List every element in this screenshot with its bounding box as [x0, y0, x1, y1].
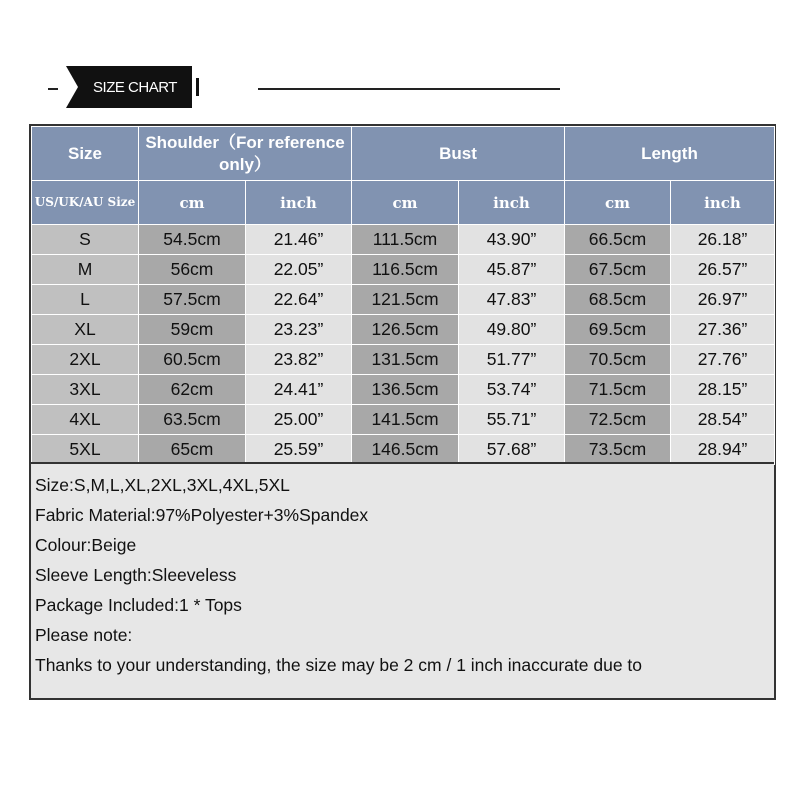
size-cell: 2XL: [32, 345, 139, 375]
shoulder-inch-cell: 22.64”: [246, 285, 352, 315]
banner-dash: [48, 88, 58, 90]
length-cm-cell: 71.5cm: [565, 375, 671, 405]
note-package: Package Included:1 * Tops: [35, 595, 242, 615]
note-sizes: Size:S,M,L,XL,2XL,3XL,4XL,5XL: [35, 475, 290, 495]
shoulder-inch-cell: 23.82”: [246, 345, 352, 375]
shoulder-cm-cell: 59cm: [139, 315, 246, 345]
size-cell: L: [32, 285, 139, 315]
size-cell: 3XL: [32, 375, 139, 405]
length-cm-cell: 69.5cm: [565, 315, 671, 345]
note-please-note: Please note:: [35, 625, 133, 645]
length-cm-cell: 73.5cm: [565, 435, 671, 465]
shoulder-inch-cell: 25.00”: [246, 405, 352, 435]
header-size: Size: [32, 127, 139, 181]
size-chart-frame: [29, 124, 776, 700]
unit-length-inch: inch: [671, 181, 775, 225]
bust-cm-cell: 116.5cm: [352, 255, 459, 285]
note-fabric: Fabric Material:97%Polyester+3%Spandex: [35, 505, 369, 525]
unit-length-cm: cm: [565, 181, 671, 225]
unit-bust-cm: cm: [352, 181, 459, 225]
unit-shoulder-cm: cm: [139, 181, 246, 225]
length-inch-cell: 28.54”: [671, 405, 775, 435]
bust-cm-cell: 141.5cm: [352, 405, 459, 435]
size-rows: [32, 225, 775, 465]
size-chart-table: [31, 126, 775, 465]
header-row: [32, 127, 775, 181]
shoulder-cm-cell: 57.5cm: [139, 285, 246, 315]
bust-cm-cell: 121.5cm: [352, 285, 459, 315]
length-cm-cell: 67.5cm: [565, 255, 671, 285]
table-row: [32, 405, 775, 435]
note-colour: Colour:Beige: [35, 535, 137, 555]
product-notes: [31, 462, 774, 698]
length-inch-cell: 26.97”: [671, 285, 775, 315]
shoulder-inch-cell: 24.41”: [246, 375, 352, 405]
length-inch-cell: 28.94”: [671, 435, 775, 465]
length-cm-cell: 72.5cm: [565, 405, 671, 435]
shoulder-cm-cell: 62cm: [139, 375, 246, 405]
length-inch-cell: 27.76”: [671, 345, 775, 375]
length-cm-cell: 70.5cm: [565, 345, 671, 375]
bust-cm-cell: 136.5cm: [352, 375, 459, 405]
header-size-standard: US/UK/AU Size: [32, 181, 139, 225]
table-row: [32, 345, 775, 375]
size-cell: M: [32, 255, 139, 285]
table-row: [32, 255, 775, 285]
bust-cm-cell: 146.5cm: [352, 435, 459, 465]
shoulder-cm-cell: 54.5cm: [139, 225, 246, 255]
table-row: [32, 285, 775, 315]
unit-shoulder-inch: inch: [246, 181, 352, 225]
header-bust: Bust: [352, 127, 565, 181]
unit-bust-inch: inch: [459, 181, 565, 225]
size-chart-banner: [0, 66, 800, 112]
shoulder-cm-cell: 63.5cm: [139, 405, 246, 435]
size-cell: 4XL: [32, 405, 139, 435]
length-cm-cell: 68.5cm: [565, 285, 671, 315]
banner-tick: [196, 78, 199, 96]
shoulder-inch-cell: 22.05”: [246, 255, 352, 285]
bust-inch-cell: 49.80”: [459, 315, 565, 345]
length-inch-cell: 26.18”: [671, 225, 775, 255]
table-row: [32, 315, 775, 345]
bust-inch-cell: 47.83”: [459, 285, 565, 315]
shoulder-inch-cell: 21.46”: [246, 225, 352, 255]
table-row: [32, 375, 775, 405]
shoulder-inch-cell: 23.23”: [246, 315, 352, 345]
unit-row: [32, 181, 775, 225]
banner-notch-cut: [66, 66, 78, 108]
bust-inch-cell: 55.71”: [459, 405, 565, 435]
header-shoulder: Shoulder（For reference only）: [139, 127, 352, 181]
banner-rule: [258, 88, 560, 90]
length-inch-cell: 28.15”: [671, 375, 775, 405]
header-length: Length: [565, 127, 775, 181]
shoulder-cm-cell: 65cm: [139, 435, 246, 465]
size-cell: 5XL: [32, 435, 139, 465]
note-sleeve: Sleeve Length:Sleeveless: [35, 565, 237, 585]
bust-inch-cell: 51.77”: [459, 345, 565, 375]
shoulder-cm-cell: 56cm: [139, 255, 246, 285]
bust-inch-cell: 45.87”: [459, 255, 565, 285]
note-disclaimer: Thanks to your understanding, the size may be 2 cm / 1 inch inaccurate due to: [35, 655, 643, 675]
bust-cm-cell: 111.5cm: [352, 225, 459, 255]
bust-inch-cell: 57.68”: [459, 435, 565, 465]
bust-inch-cell: 53.74”: [459, 375, 565, 405]
shoulder-inch-cell: 25.59”: [246, 435, 352, 465]
length-cm-cell: 66.5cm: [565, 225, 671, 255]
table-row: [32, 435, 775, 465]
bust-inch-cell: 43.90”: [459, 225, 565, 255]
shoulder-cm-cell: 60.5cm: [139, 345, 246, 375]
bust-cm-cell: 126.5cm: [352, 315, 459, 345]
bust-cm-cell: 131.5cm: [352, 345, 459, 375]
size-cell: S: [32, 225, 139, 255]
length-inch-cell: 27.36”: [671, 315, 775, 345]
table-row: [32, 225, 775, 255]
length-inch-cell: 26.57”: [671, 255, 775, 285]
size-cell: XL: [32, 315, 139, 345]
banner-title: SIZE CHART: [78, 66, 192, 108]
